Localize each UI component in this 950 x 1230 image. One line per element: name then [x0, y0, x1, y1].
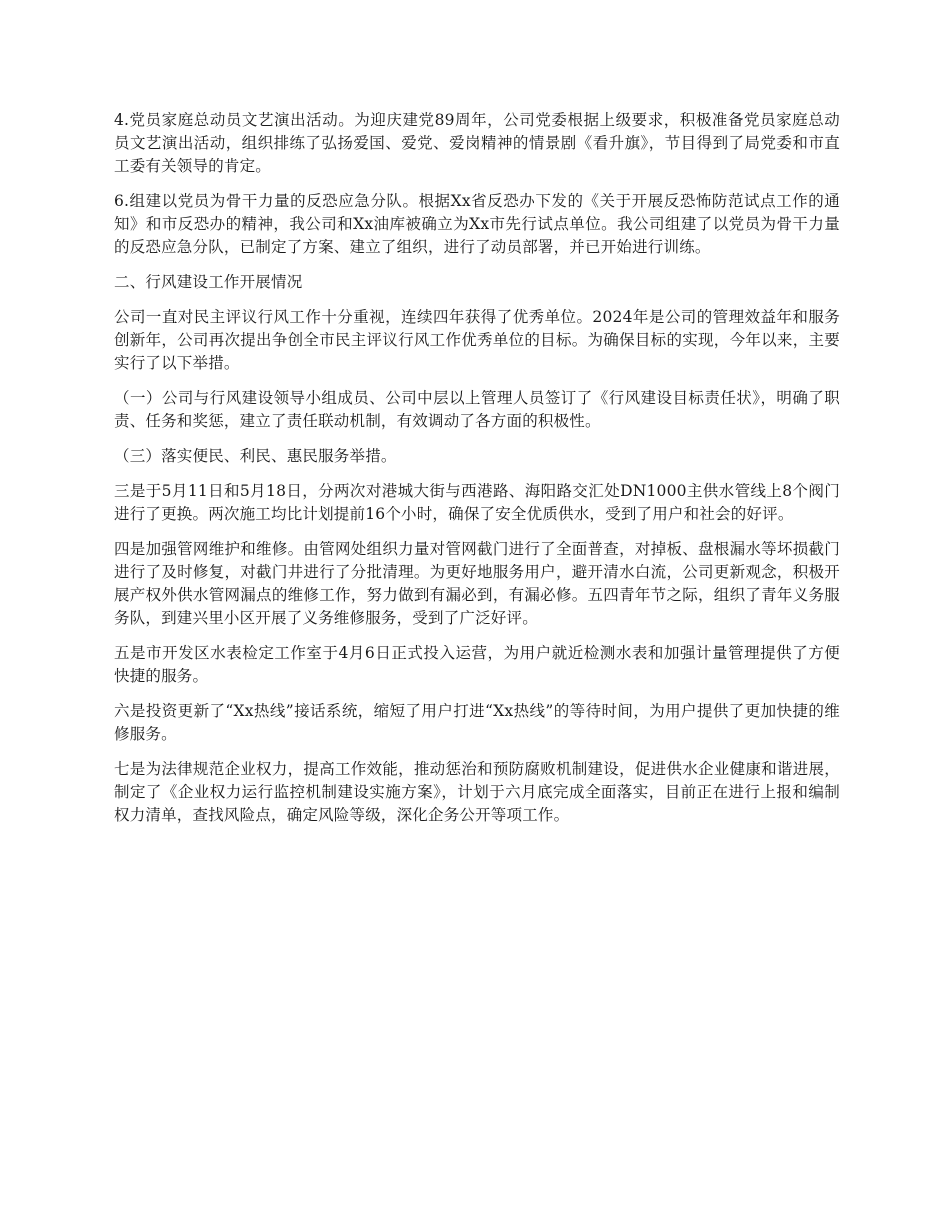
paragraph-responsibility-contract: （一）公司与行风建设领导小组成员、公司中层以上管理人员签订了《行风建设目标责任状》，明确了职责、任务和奖惩，建立了责任联动机制，有效调动了各方面的积极性。: [114, 389, 840, 430]
paragraph-service-measures-heading: （三）落实便民、利民、惠民服务举措。: [114, 447, 397, 465]
paragraph-network-maintenance: 四是加强管网维护和维修。由管网处组织力量对管网截门进行了全面普查，对掉板、盘根漏水等坏损截门进行了及时修复，对截门井进行了分批清理。为更好地服务用户，避开清水白流，公司更新观念，积极开展产权外供水管网漏点的维修工作，努力做到有漏必到，有漏必修。五四青年节之际，组织了青年义务服务队，到建兴里小区开展了义务维修服务，受到了广泛好评。: [114, 540, 840, 627]
paragraph-anti-terror-team: 6.组建以党员为骨干力量的反恐应急分队。根据Xx省反恐办下发的《关于开展反恐怖防范试点工作的通知》和市反恐办的精神，我公司和Xx油库被确立为Xx市先行试点单位。我公司组建了以党员为骨干力量的反恐应急分队，已制定了方案、建立了组织，进行了动员部署，并已开始进行训练。: [114, 192, 840, 256]
section-heading-conduct-building: 二、行风建设工作开展情况: [114, 273, 303, 291]
paragraph-hotline-upgrade: 六是投资更新了“Xx热线”接话系统，缩短了用户打进“Xx热线”的等待时间，为用户提供了更加快捷的维修服务。: [114, 702, 840, 743]
document-body: [114, 109, 840, 839]
paragraph-meter-verification: 五是市开发区水表检定工作室于4月6日正式投入运营，为用户就近检测水表和加强计量管理提供了方便快捷的服务。: [114, 644, 840, 685]
paragraph-party-family-performance: 4.党员家庭总动员文艺演出活动。为迎庆建党89周年，公司党委根据上级要求，积极准备党员家庭总动员文艺演出活动，组织排练了弘扬爱国、爱党、爱岗精神的情景剧《看升旗》，节目得到了局党委和市直工委有关领导的肯定。: [114, 111, 840, 175]
paragraph-valve-replacement: 三是于5月11日和5月18日，分两次对港城大街与西港路、海阳路交汇处DN1000主供水管线上8个阀门进行了更换。两次施工均比计划提前16个小时，确保了安全优质供水，受到了用户和社会的好评。: [114, 482, 840, 523]
paragraph-power-supervision: 七是为法律规范企业权力，提高工作效能，推动惩治和预防腐败机制建设，促进供水企业健康和谐进展，制定了《企业权力运行监控机制建设实施方案》，计划于六月底完成全面落实，目前正在进行上报和编制权力清单，查找风险点，确定风险等级，深化企务公开等项工作。: [114, 760, 840, 824]
paragraph-conduct-overview: 公司一直对民主评议行风工作十分重视，连续四年获得了优秀单位。2024年是公司的管理效益年和服务创新年，公司再次提出争创全市民主评议行风工作优秀单位的目标。为确保目标的实现，今年以来，主要实行了以下举措。: [114, 308, 840, 372]
